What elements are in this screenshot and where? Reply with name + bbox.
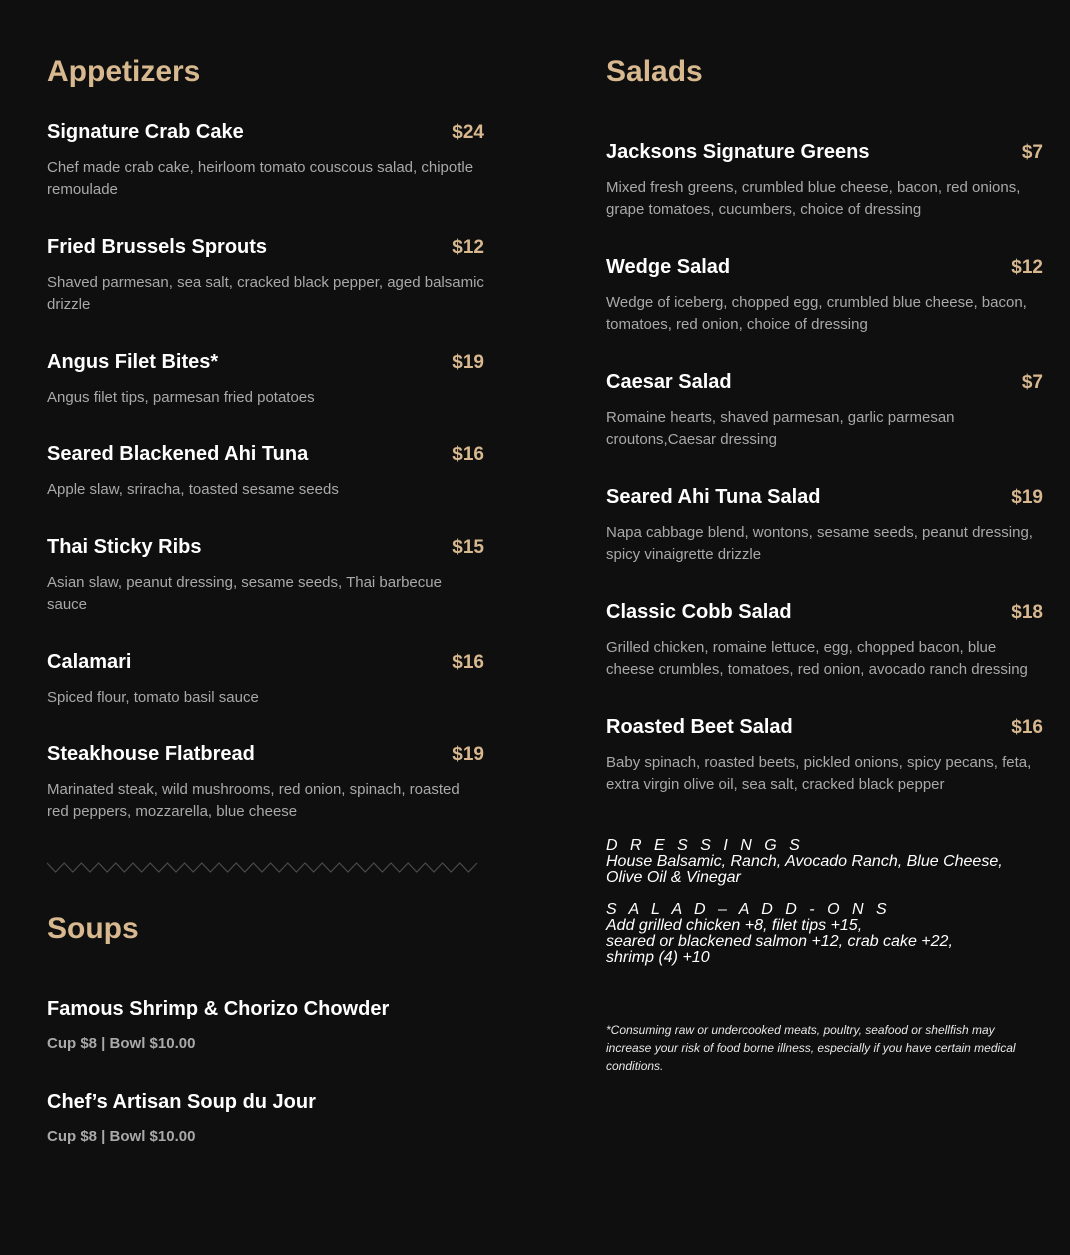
menu-item xyxy=(47,742,484,823)
appetizers-title: Appetizers xyxy=(47,55,201,88)
item-name: Wedge Salad xyxy=(606,256,731,278)
item-price: $12 xyxy=(452,237,484,258)
menu-item xyxy=(47,120,484,201)
item-description: Shaved parmesan, sea salt, cracked black pepper, aged balsamic drizzle xyxy=(47,274,484,313)
item-price: $15 xyxy=(452,537,484,558)
addons-block xyxy=(606,902,1043,966)
item-price: $7 xyxy=(1021,142,1043,163)
item-description: Spiced flour, tomato basil sauce xyxy=(47,689,259,706)
menu-item xyxy=(47,235,484,316)
item-description: Grilled chicken, romaine lettuce, egg, chopped bacon, blue cheese crumbles, tomatoes, red onion, avocado ranch dressing xyxy=(606,639,1028,678)
item-name: Classic Cobb Salad xyxy=(606,601,792,623)
soup-price: Cup $8 | Bowl $10.00 xyxy=(47,1035,196,1052)
item-description: Apple slaw, sriracha, toasted sesame seeds xyxy=(47,481,339,498)
item-description: Asian slaw, peanut dressing, sesame seeds, Thai barbecue sauce xyxy=(47,574,442,613)
item-name: Seared Ahi Tuna Salad xyxy=(606,486,821,508)
item-description: Chef made crab cake, heirloom tomato couscous salad, chipotle remoulade xyxy=(47,159,474,198)
menu-item xyxy=(47,650,484,709)
dressings-line: House Balsamic, Ranch, Avocado Ranch, Blue Cheese, xyxy=(606,853,1003,870)
item-price: $19 xyxy=(452,352,484,373)
addons-line: shrimp (4) +10 xyxy=(606,949,710,966)
menu-item xyxy=(47,442,484,501)
addons-line: seared or blackened salmon +12, crab cake +22, xyxy=(606,933,953,950)
food-safety-disclaimer: *Consuming raw or undercooked meats, poultry, seafood or shellfish may increase your risk of food borne illness, especially if you have certain medical conditions. xyxy=(606,1023,1016,1073)
menu-item xyxy=(606,485,1043,566)
soup-item xyxy=(47,1090,484,1148)
zigzag-divider xyxy=(47,860,484,876)
item-name: Seared Blackened Ahi Tuna xyxy=(47,443,309,465)
item-price: $16 xyxy=(452,652,484,673)
item-name: Fried Brussels Sprouts xyxy=(47,236,268,258)
addons-title: S A L A D – A D D - O N S xyxy=(606,901,891,918)
soup-item xyxy=(47,997,484,1055)
dressings-title: D R E S S I N G S xyxy=(606,837,804,854)
menu-item xyxy=(606,370,1043,451)
item-name: Jacksons Signature Greens xyxy=(606,141,870,163)
item-name: Calamari xyxy=(47,651,132,673)
item-description: Angus filet tips, parmesan fried potatoes xyxy=(47,389,315,406)
item-price: $19 xyxy=(1011,487,1043,508)
item-price: $24 xyxy=(452,122,484,143)
item-description: Baby spinach, roasted beets, pickled onions, spicy pecans, feta, extra virgin olive oil, sea salt, cracked black pepper xyxy=(606,754,1032,793)
menu-item xyxy=(47,535,484,616)
menu-item xyxy=(606,715,1043,796)
addons-line: Add grilled chicken +8, filet tips +15, xyxy=(606,917,863,934)
item-name: Thai Sticky Ribs xyxy=(47,536,202,558)
item-price: $16 xyxy=(1011,717,1043,738)
item-name: Steakhouse Flatbread xyxy=(47,743,255,765)
item-description: Wedge of iceberg, chopped egg, crumbled blue cheese, bacon, tomatoes, red onion, choice of dressing xyxy=(606,294,1027,333)
item-price: $19 xyxy=(452,744,484,765)
item-description: Napa cabbage blend, wontons, sesame seeds, peanut dressing, spicy vinaigrette drizzle xyxy=(606,524,1033,563)
dressings-block xyxy=(606,838,1043,886)
soups-title: Soups xyxy=(47,912,139,945)
dressings-line: Olive Oil & Vinegar xyxy=(606,869,741,886)
item-name: Chef’s Artisan Soup du Jour xyxy=(47,1091,316,1113)
item-name: Roasted Beet Salad xyxy=(606,716,793,738)
item-description: Marinated steak, wild mushrooms, red onion, spinach, roasted red peppers, mozzarella, blue cheese xyxy=(47,781,460,820)
item-name: Caesar Salad xyxy=(606,371,732,393)
item-price: $7 xyxy=(1021,372,1043,393)
item-price: $18 xyxy=(1011,602,1043,623)
item-name: Famous Shrimp & Chorizo Chowder xyxy=(47,998,390,1020)
soup-price: Cup $8 | Bowl $10.00 xyxy=(47,1128,196,1145)
item-description: Mixed fresh greens, crumbled blue cheese, bacon, red onions, grape tomatoes, cucumbers, choice of dressing xyxy=(606,179,1021,218)
salads-title: Salads xyxy=(606,55,703,88)
item-name: Signature Crab Cake xyxy=(47,121,244,143)
item-description: Romaine hearts, shaved parmesan, garlic parmesan croutons,Caesar dressing xyxy=(606,409,955,448)
menu-item xyxy=(47,350,484,409)
menu-item xyxy=(606,600,1043,681)
item-price: $12 xyxy=(1011,257,1043,278)
item-name: Angus Filet Bites* xyxy=(47,351,219,373)
menu-item xyxy=(606,255,1043,336)
menu-item xyxy=(606,140,1043,221)
item-price: $16 xyxy=(452,444,484,465)
